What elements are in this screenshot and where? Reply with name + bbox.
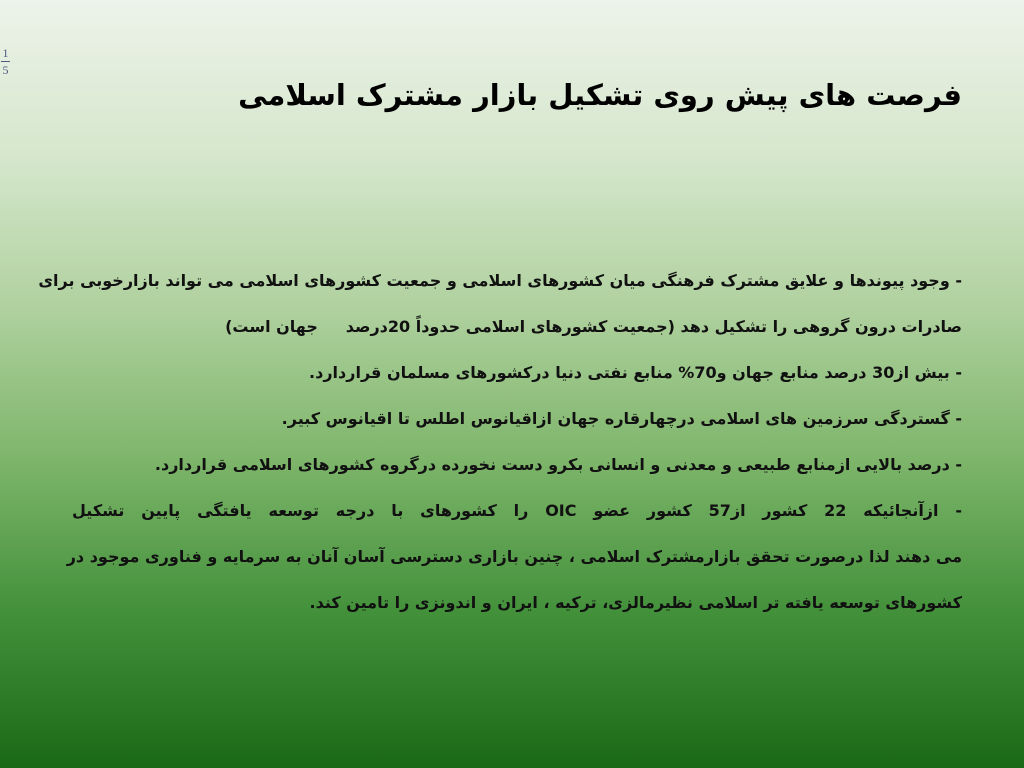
body-line: - ازآنجائیکه 22 کشور از57 کشور عضو OIC را کشورهای با درجه توسعه یافتگی پایین تشکیل (72, 501, 962, 520)
body-line: - درصد بالایی ازمنابع طبیعی و معدنی و انسانی بکرو دست نخورده درگروه کشورهای اسلامی قراردارد. (154, 455, 962, 474)
bullet-paragraph (72, 442, 962, 488)
bullet-paragraph (38, 258, 962, 350)
slide-number-upper: 1 (2, 46, 9, 60)
body-line: - وجود پیوندها و علایق مشترک فرهنگی میان کشورهای اسلامی و جمعیت کشورهای اسلامی می تواند بازارخوبی برای (38, 271, 962, 290)
bullet-paragraph (72, 350, 962, 396)
slide-body (38, 258, 962, 626)
slide-title: فرصت های پیش روی تشکیل بازار مشترک اسلامی (238, 78, 962, 112)
body-line: - گستردگی سرزمین های اسلامی درچهارقاره جهان ازاقیانوس اطلس تا اقیانوس کبیر. (281, 409, 962, 428)
bullet-paragraph (72, 396, 962, 442)
body-line: می دهند لذا درصورت تحقق بازارمشترک اسلامی ، چنین بازاری دسترسی آسان آنان به سرمایه و فناوری موجود در (66, 547, 962, 566)
bullet-paragraph (66, 488, 962, 626)
body-line: کشورهای توسعه یافته تر اسلامی نظیرمالزی، ترکیه ، ایران و اندونزی را تامین کند. (309, 593, 962, 612)
slide-number (0, 47, 11, 77)
slide-number-lower: 5 (2, 63, 9, 77)
body-line: - بیش از30 درصد منابع جهان و70% منابع نفتی دنیا درکشورهای مسلمان قراردارد. (309, 363, 962, 382)
body-line: صادرات درون گروهی را تشکیل دهد (جمعیت کشورهای اسلامی حدوداً 20درصد جهان است) (225, 317, 962, 336)
slide-number-divider (1, 61, 10, 62)
